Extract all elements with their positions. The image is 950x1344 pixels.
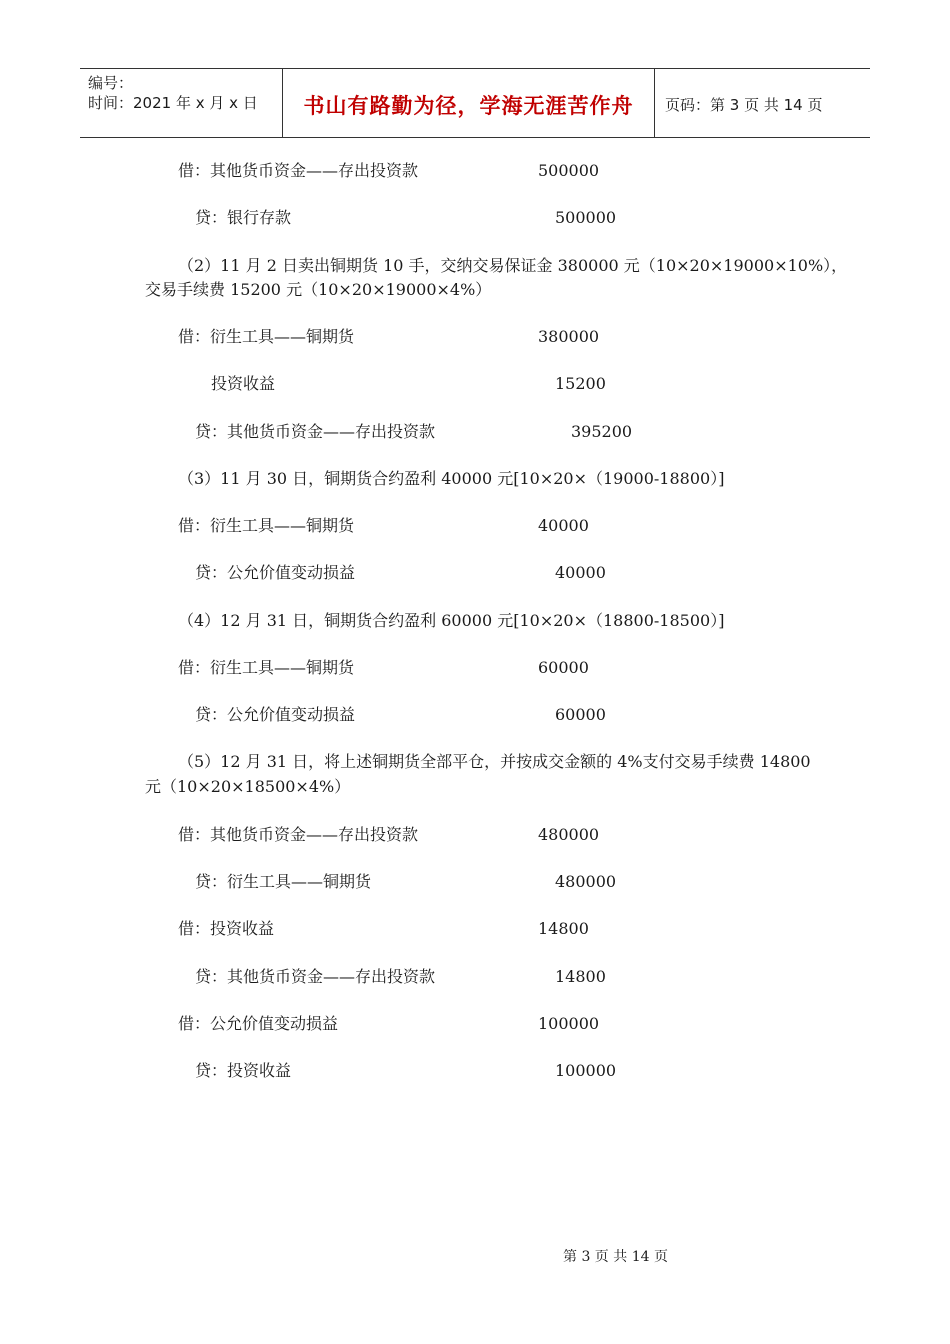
- entry-line: 贷：公允价值变动损益: [195, 563, 356, 582]
- entry-amount: 60000: [555, 705, 606, 724]
- header-motto: 书山有路勤为径，学海无涯苦作舟: [282, 69, 655, 137]
- entry-line: 借：衍生工具——铜期货: [178, 516, 355, 535]
- document-code-label: 编号：: [88, 74, 134, 92]
- page-header: [80, 68, 870, 138]
- entry-amount: 500000: [555, 208, 617, 227]
- entry-line: 贷：投资收益: [195, 1061, 292, 1080]
- entry-amount: 100000: [538, 1014, 600, 1033]
- entry-line: 借：其他货币资金——存出投资款: [178, 161, 419, 180]
- entry-amount: 60000: [538, 658, 589, 677]
- entry-amount: 100000: [555, 1061, 617, 1080]
- entry-amount: 40000: [538, 516, 589, 535]
- entry-line: 贷：其他货币资金——存出投资款: [195, 967, 436, 986]
- entry-line: 贷：衍生工具——铜期货: [195, 872, 372, 891]
- header-page-info: 页码：第 3 页 共 14 页: [665, 95, 823, 114]
- paragraph-line: （3）11 月 30 日，铜期货合约盈利 40000 元[10×20×（19000-18800）]: [178, 469, 725, 488]
- entry-amount: 500000: [538, 161, 600, 180]
- entry-amount: 15200: [555, 374, 606, 393]
- paragraph-line: （5）12 月 31 日，将上述铜期货全部平仓，并按成交金额的 4%支付交易手续费 14800: [178, 752, 811, 771]
- entry-amount: 14800: [538, 919, 589, 938]
- entry-line: 借：公允价值变动损益: [178, 1014, 339, 1033]
- entry-line: 投资收益: [211, 374, 276, 393]
- entry-line: 贷：银行存款: [195, 208, 292, 227]
- paragraph-line: （4）12 月 31 日，铜期货合约盈利 60000 元[10×20×（18800-18500）]: [178, 611, 725, 630]
- entry-line: 借：衍生工具——铜期货: [178, 327, 355, 346]
- entry-line: 借：衍生工具——铜期货: [178, 658, 355, 677]
- entry-line: 贷：公允价值变动损益: [195, 705, 356, 724]
- paragraph-line: （2）11 月 2 日卖出铜期货 10 手，交纳交易保证金 380000 元（10×20×19000×10%），: [178, 256, 848, 275]
- header-meta: [80, 69, 282, 137]
- entry-amount: 380000: [538, 327, 600, 346]
- entry-amount: 480000: [555, 872, 617, 891]
- entry-line: 借：其他货币资金——存出投资款: [178, 825, 419, 844]
- document-date: 时间：2021 年 x 月 x 日: [88, 94, 258, 112]
- entry-line: 借：投资收益: [178, 919, 275, 938]
- entry-amount: 14800: [555, 967, 606, 986]
- entry-line: 贷：其他货币资金——存出投资款: [195, 422, 436, 441]
- page-footer: 第 3 页 共 14 页: [563, 1249, 668, 1265]
- entry-amount: 40000: [555, 563, 606, 582]
- entry-amount: 480000: [538, 825, 600, 844]
- paragraph-line: 元（10×20×18500×4%）: [145, 777, 351, 796]
- paragraph-line: 交易手续费 15200 元（10×20×19000×4%）: [145, 280, 492, 299]
- entry-amount: 395200: [571, 422, 633, 441]
